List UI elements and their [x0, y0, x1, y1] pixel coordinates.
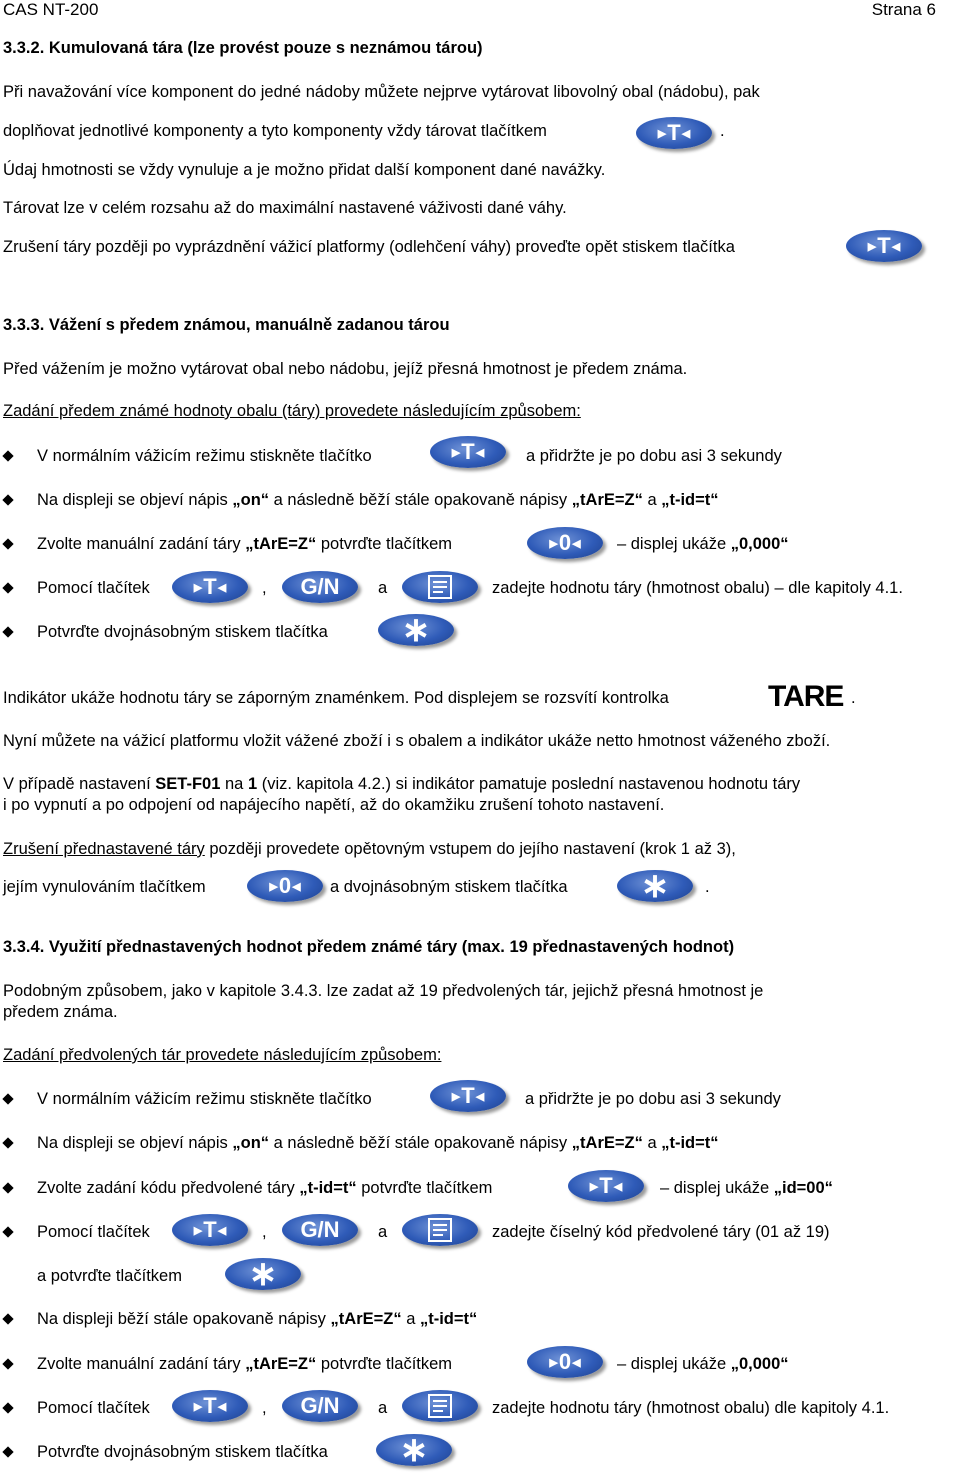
sec333-b4b: zadejte hodnotu táry (hmotnost obalu) – dle kapitoly 4.1. [492, 579, 903, 597]
sec334-b4and: a [378, 1223, 388, 1241]
zero-button[interactable]: ▶ 0 ◀ [527, 527, 603, 559]
star-button[interactable]: ∗ [225, 1258, 301, 1290]
sec334-b6a: Zvolte manuální zadání táry „tArE=Z“ potvrďte tlačítkem [37, 1355, 453, 1373]
bullet-icon [2, 1182, 13, 1193]
sec333-cancel-line2b: a dvojnásobným stiskem tlačítka [330, 878, 568, 896]
sec334-b1b: a přidržte je po dobu asi 3 sekundy [525, 1090, 781, 1108]
sec332-p3: Tárovat lze v celém rozsahu až do maximální nastavené váživosti dané váhy. [3, 199, 567, 217]
memo-button[interactable] [402, 1214, 478, 1246]
sec334-b5: Na displeji běží stále opakovaně nápisy „tArE=Z“ a „t-id=t“ [37, 1310, 478, 1328]
bullet-icon [2, 1093, 13, 1104]
bullet-icon [2, 1446, 13, 1457]
sec333-b2: Na displeji se objeví nápis „on“ a následně běží stále opakovaně nápisy „tArE=Z“ a „t-id=t“ [37, 491, 719, 509]
sec333-b1a: V normálním vážicím režimu stiskněte tlačítko [37, 447, 372, 465]
sec332-p2: Údaj hmotnosti se vždy vynuluje a je možno přidat další komponent dané navážky. [3, 161, 606, 179]
bullet-icon [2, 538, 13, 549]
tare-button[interactable]: ▶ T ◀ [568, 1170, 644, 1202]
sec333-intro: Před vážením je možno vytárovat obal nebo nádobu, jejíž přesná hmotnost je předem známa. [3, 360, 688, 378]
sec334-b4b: zadejte číselný kód předvolené táry (01 až 19) [492, 1223, 830, 1241]
sec334-b8: Potvrďte dvojnásobným stiskem tlačítka [37, 1443, 328, 1461]
section-333-heading: 3.3.3. Vážení s předem známou, manuálně zadanou tárou [3, 316, 450, 334]
sec332-p1-line1: Při navažování více komponent do jedné nádoby můžete nejprve vytárovat libovolný obal (nádobu), pak [3, 83, 760, 101]
zero-button[interactable]: ▶ 0 ◀ [247, 870, 323, 902]
sec334-b6c: – displej ukáže „0,000“ [617, 1355, 789, 1373]
gross-net-button[interactable]: G/N [282, 571, 358, 603]
sec332-p1-line2: doplňovat jednotlivé komponenty a tyto komponenty vždy tárovat tlačítkem [3, 122, 547, 140]
sec333-ind-end: . [851, 689, 856, 707]
sec334-p1-line1: Podobným způsobem, jako v kapitole 3.4.3. lze zadat až 19 předvolených tár, jejichž přesná hmotnost je [3, 982, 764, 1000]
memo-button[interactable] [402, 571, 478, 603]
sec334-p1-line2: předem známa. [3, 1003, 118, 1021]
bullet-icon [2, 1358, 13, 1369]
sec333-cancel-line2a: jejím vynulováním tlačítkem [3, 878, 206, 896]
sec334-b4comma: , [262, 1223, 267, 1241]
sec334-b7a: Pomocí tlačítek [37, 1399, 150, 1417]
memo-button[interactable] [402, 1390, 478, 1422]
bullet-icon [2, 1402, 13, 1413]
tare-indicator-label: TARE [768, 680, 844, 713]
sec334-b1a: V normálním vážicím režimu stiskněte tlačítko [37, 1090, 372, 1108]
star-button[interactable]: ∗ [378, 614, 454, 646]
star-button[interactable]: ∗ [617, 870, 693, 902]
sec333-b5: Potvrďte dvojnásobným stiskem tlačítka [37, 623, 328, 641]
sec333-b4and: a [378, 579, 388, 597]
memo-icon [425, 574, 455, 600]
bullet-icon [2, 1137, 13, 1148]
tare-button[interactable]: ▶ T ◀ [172, 1214, 248, 1246]
sec333-b4comma: , [262, 579, 267, 597]
memo-icon [425, 1393, 455, 1419]
bullet-icon [2, 494, 13, 505]
sec333-b3c: – displej ukáže „0,000“ [617, 535, 789, 553]
tare-button[interactable]: ▶ T ◀ [430, 436, 506, 468]
sec333-set-line2: i po vypnutí a po odpojení od napájecího napětí, až do okamžiku zrušení tohoto nastavení. [3, 796, 665, 814]
star-button[interactable]: ∗ [376, 1434, 452, 1466]
sec333-sub: Zadání předem známé hodnoty obalu (táry) provedete následujícím způsobem: [3, 402, 581, 420]
sec334-b4a: Pomocí tlačítek [37, 1223, 150, 1241]
sec333-now: Nyní můžete na vážicí platformu vložit vážené zboží i s obalem a indikátor ukáže netto hmotnost váženého zboží. [3, 732, 831, 750]
sec334-b2: Na displeji se objeví nápis „on“ a následně běží stále opakovaně nápisy „tArE=Z“ a „t-id=t“ [37, 1134, 719, 1152]
sec334-b7and: a [378, 1399, 388, 1417]
doc-header-right: Strana 6 [871, 0, 936, 19]
sec334-sub: Zadání předvolených tár provedete následujícím způsobem: [3, 1046, 442, 1064]
sec334-b7b: zadejte hodnotu táry (hmotnost obalu) dle kapitoly 4.1. [492, 1399, 890, 1417]
sec333-b4a: Pomocí tlačítek [37, 579, 150, 597]
sec332-p1-end: . [720, 122, 725, 140]
sec333-b1b: a přidržte je po dobu asi 3 sekundy [526, 447, 782, 465]
tare-button[interactable]: ▶ T ◀ [172, 1390, 248, 1422]
memo-icon [425, 1217, 455, 1243]
bullet-icon [2, 626, 13, 637]
tare-button[interactable]: ▶ T ◀ [172, 571, 248, 603]
tare-button[interactable]: ▶ T ◀ [636, 117, 712, 149]
sec333-cancel-end: . [705, 878, 710, 896]
tare-button[interactable]: ▶ T ◀ [846, 230, 922, 262]
sec334-b3a: Zvolte zadání kódu předvolené táry „t-id=t“ potvrďte tlačítkem [37, 1179, 493, 1197]
sec332-p4: Zrušení táry později po vyprázdnění vážicí platformy (odlehčení váhy) proveďte opět stiskem tlačítka [3, 238, 735, 256]
sec334-b7comma: , [262, 1399, 267, 1417]
tare-button[interactable]: ▶ T ◀ [430, 1080, 506, 1112]
bullet-icon [2, 582, 13, 593]
sec334-b4-line2: a potvrďte tlačítkem [37, 1267, 182, 1285]
section-332-heading: 3.3.2. Kumulovaná tára (lze provést pouze s neznámou tárou) [3, 39, 483, 57]
doc-header-left: CAS NT-200 [3, 0, 99, 19]
zero-button[interactable]: ▶ 0 ◀ [527, 1346, 603, 1378]
bullet-icon [2, 1313, 13, 1324]
gross-net-button[interactable]: G/N [282, 1390, 358, 1422]
sec333-ind: Indikátor ukáže hodnotu táry se záporným znaménkem. Pod displejem se rozsvítí kontrolka [3, 689, 669, 707]
sec334-b3c: – displej ukáže „id=00“ [660, 1179, 833, 1197]
bullet-icon [2, 1226, 13, 1237]
sec333-cancel: Zrušení přednastavené táry později provedete opětovným vstupem do jejího nastavení (krok 1 až 3), [3, 840, 736, 858]
sec333-b3a: Zvolte manuální zadání táry „tArE=Z“ potvrďte tlačítkem [37, 535, 453, 553]
bullet-icon [2, 450, 13, 461]
sec333-set: V případě nastavení SET-F01 na 1 (viz. kapitola 4.2.) si indikátor pamatuje poslední nastavenou hodnotu táry [3, 775, 801, 793]
section-334-heading: 3.3.4. Využití přednastavených hodnot předem známé táry (max. 19 přednastavených hodnot) [3, 938, 735, 956]
gross-net-button[interactable]: G/N [282, 1214, 358, 1246]
